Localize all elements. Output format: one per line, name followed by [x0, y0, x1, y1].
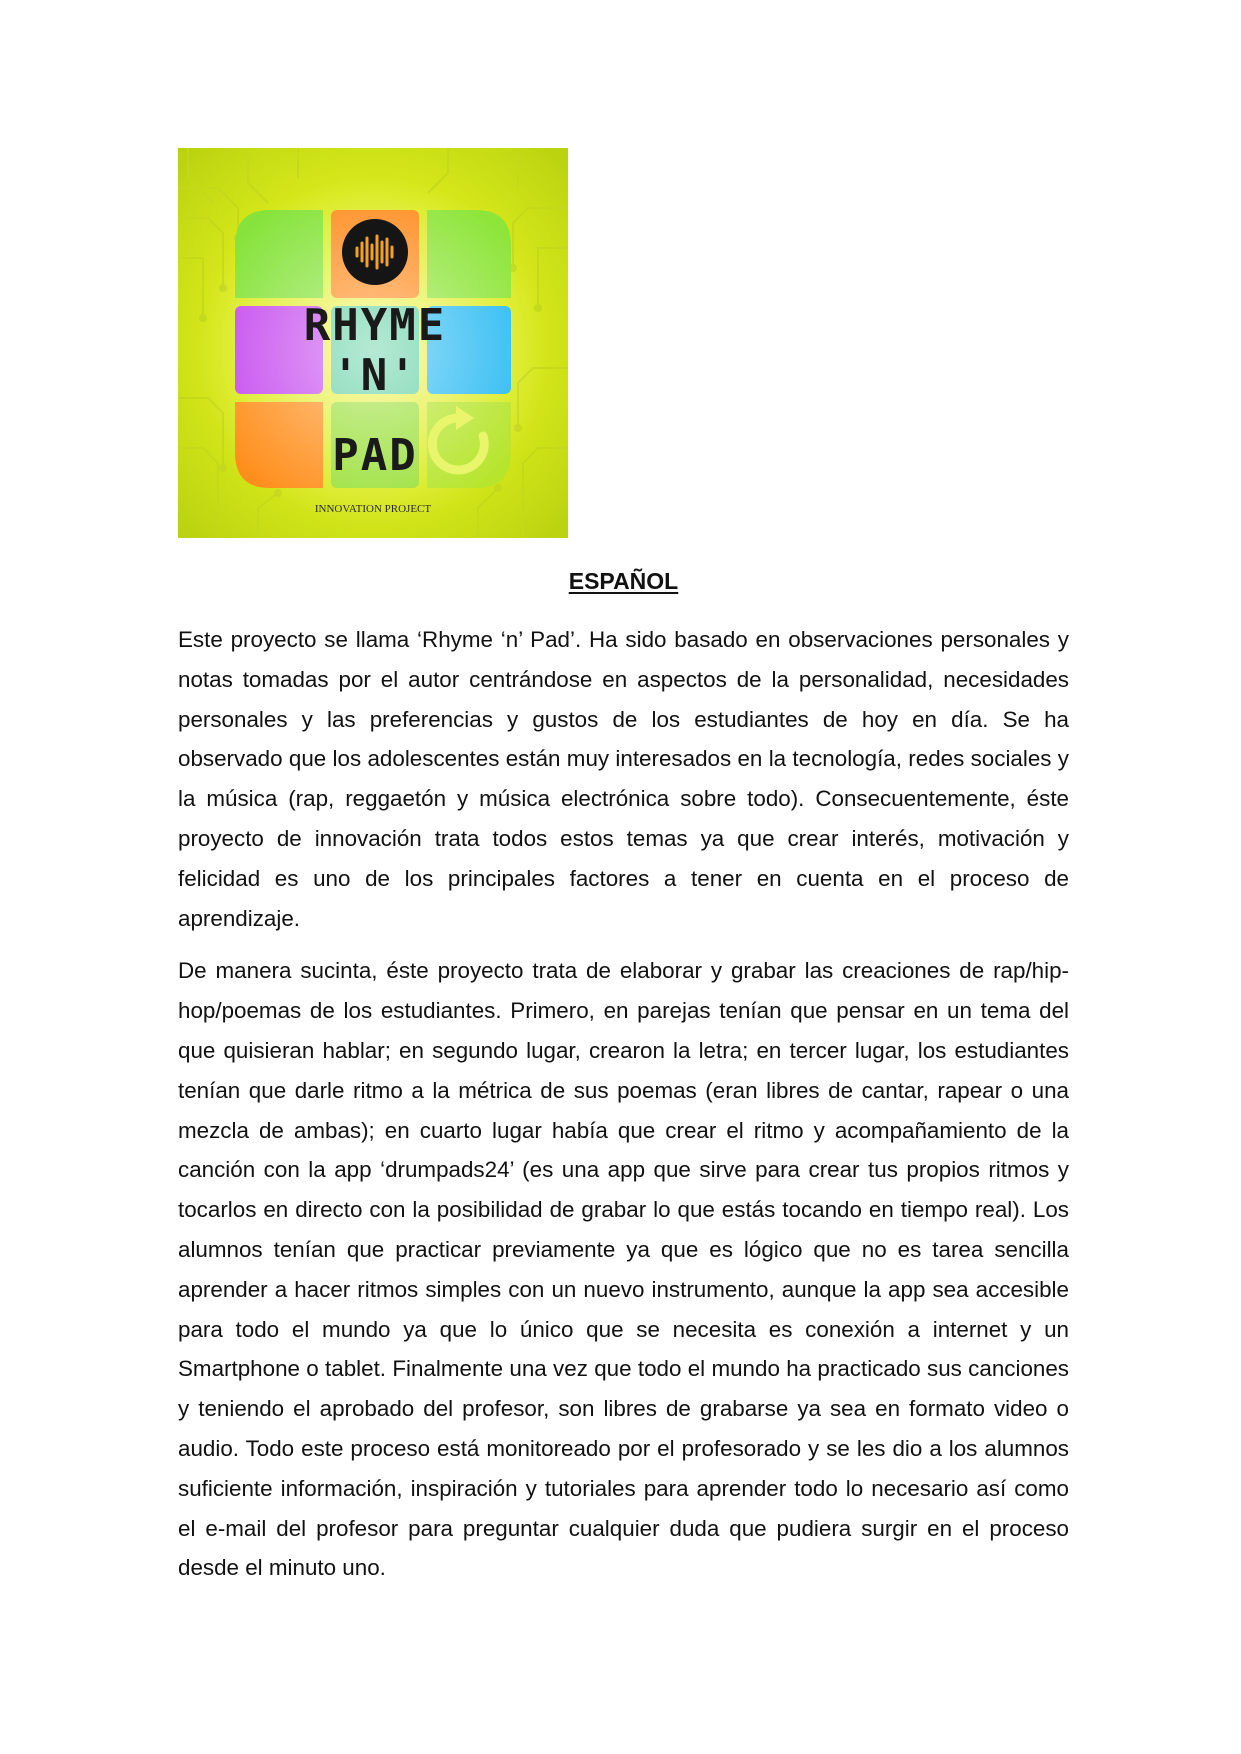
logo-subtitle: INNOVATION PROJECT [314, 503, 432, 515]
logo-title-line2: 'N' [332, 350, 418, 401]
logo-title-line3: PAD [332, 430, 418, 481]
audio-wave-icon [342, 219, 408, 285]
paragraph-intro: Este proyecto se llama ‘Rhyme ‘n’ Pad’. Ha sido basado en observaciones personales y notas tomadas por el autor centrándose en aspectos de la personalidad, necesidades personales y las preferencias y gustos de los estudiantes de hoy en día. Se ha observado que los adolescentes están muy interesados en la tecnología, redes sociales y la música (rap, reggaetón y música electrónica sobre todo). Consecuentemente, éste proyecto de innovación trata todos estos temas ya que crear interés, motivación y felicidad es uno de los principales factores a tener en cuenta en el proceso de aprendizaje. [178, 627, 1069, 931]
paragraph-process: De manera sucinta, éste proyecto trata de elaborar y grabar las creaciones de rap/hip-hop/poemas de los estudiantes. Primero, en parejas tenían que pensar en un tema del que quisieran hablar; en segundo lugar, crearon la letra; en tercer lugar, los estudiantes tenían que darle ritmo a la métrica de sus poemas (eran libres de cantar, rapear o una mezcla de ambas); en cuarto lugar había que crear el ritmo y acompañamiento de la canción con la app ‘drumpads24’ (es una app que sirve para crear tus propios ritmos y tocarlos en directo con la posibilidad de grabar lo que estás tocando en tiempo real). Los alumnos tenían que practicar previamente ya que es lógico que no es tarea sencilla aprender a hacer ritmos simples con un nuevo instrumento, aunque la app sea accesible para todo el mundo ya que lo único que se necesita es conexión a internet y un Smartphone o tablet. Finalmente una vez que todo el mundo ha practicado sus canciones y teniendo el aprobado del profesor, son libres de grabarse ya sea en formato video o audio. Todo este proceso está monitoreado por el profesorado y se les dio a los alumnos suficiente información, inspiración y tutoriales para aprender todo lo necesario así como el e-mail del profesor para preguntar cualquier duda que pudiera surgir en el proceso desde el minuto uno. [178, 958, 1069, 1581]
section-heading: ESPAÑOL [568, 568, 679, 594]
logo-title-line1: RHYME [303, 300, 447, 351]
body-text [178, 620, 1069, 1601]
rhyme-n-pad-logo [178, 148, 568, 538]
